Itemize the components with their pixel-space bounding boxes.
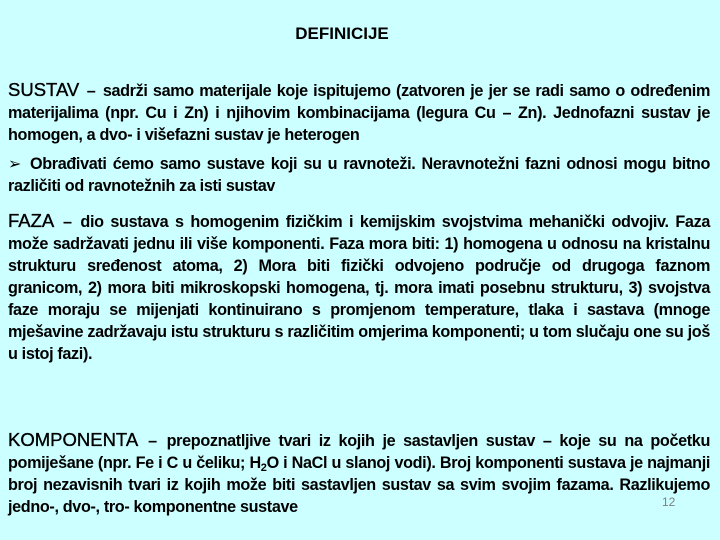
definition-text: sadrži samo materijale koje ispitujemo (zatvoren je jer se radi samo o određenim materijalima (npr. Cu i Zn) i njihovim kombinacijama (legura Cu – Zn). Jednofazni sustav je homogen, a dvo- i višefazni sustav je heterogen — [8, 82, 710, 144]
page-number: 12 — [662, 495, 676, 509]
definition-sustav — [8, 79, 710, 146]
definition-text: dio sustava s homogenim fizičkim i kemijskim svojstvima mehanički odvojiv. Faza može sadržavati jednu ili više komponenti. Faza mora biti: 1) homogena u odnosu na kristalnu strukturu sređenost atoma, 2) Mora biti fizički odvojeno područje od drugoga faznom granicom, 2) mora biti mikroskopski homogena, tj. mora imati posebnu strukturu, 3) svojstva faze moraju se mijenjati kontinuirano s promjenom temperature, tlaka i sastava (mnoge mješavine zadržavaju istu strukturu s različitim omjerima komponenti; u tom slučaju one su još u istoj fazi). — [8, 213, 710, 363]
formula-o: O — [266, 454, 279, 472]
term-faza: FAZA — [8, 210, 55, 231]
definition-faza — [8, 210, 710, 365]
formula-subscript: 2 — [260, 462, 267, 474]
arrow-bullet-icon: ➢ — [8, 155, 22, 173]
bullet-note — [8, 153, 710, 197]
slide-title: DEFINICIJE — [295, 24, 389, 43]
dash: – — [148, 432, 157, 450]
definition-text-part2: i NaCl u slanoj vodi). Broj komponenti sustava je najmanji broj nezavisnih tvari iz kojih može biti sastavljen sustav sa svim svojim fazama. Razlikujemo jedno-, dvo-, tro- komponentne sustave — [8, 454, 710, 516]
definition-komponenta — [8, 429, 710, 518]
dash: – — [63, 213, 72, 231]
formula-h: H — [249, 454, 261, 472]
dash: – — [86, 82, 96, 100]
term-komponenta: KOMPONENTA — [8, 429, 139, 450]
definition-text-part1: prepoznatljive tvari iz kojih je sastavljen sustav – koje su na početku pomiješane (npr. Fe i C u čeliku; — [8, 432, 711, 472]
term-sustav: SUSTAV — [8, 79, 80, 100]
bullet-text: Obrađivati ćemo samo sustave koji su u ravnoteži. Neravnotežni fazni odnosi mogu bitno različiti od ravnotežnih za isti sustav — [8, 155, 710, 195]
